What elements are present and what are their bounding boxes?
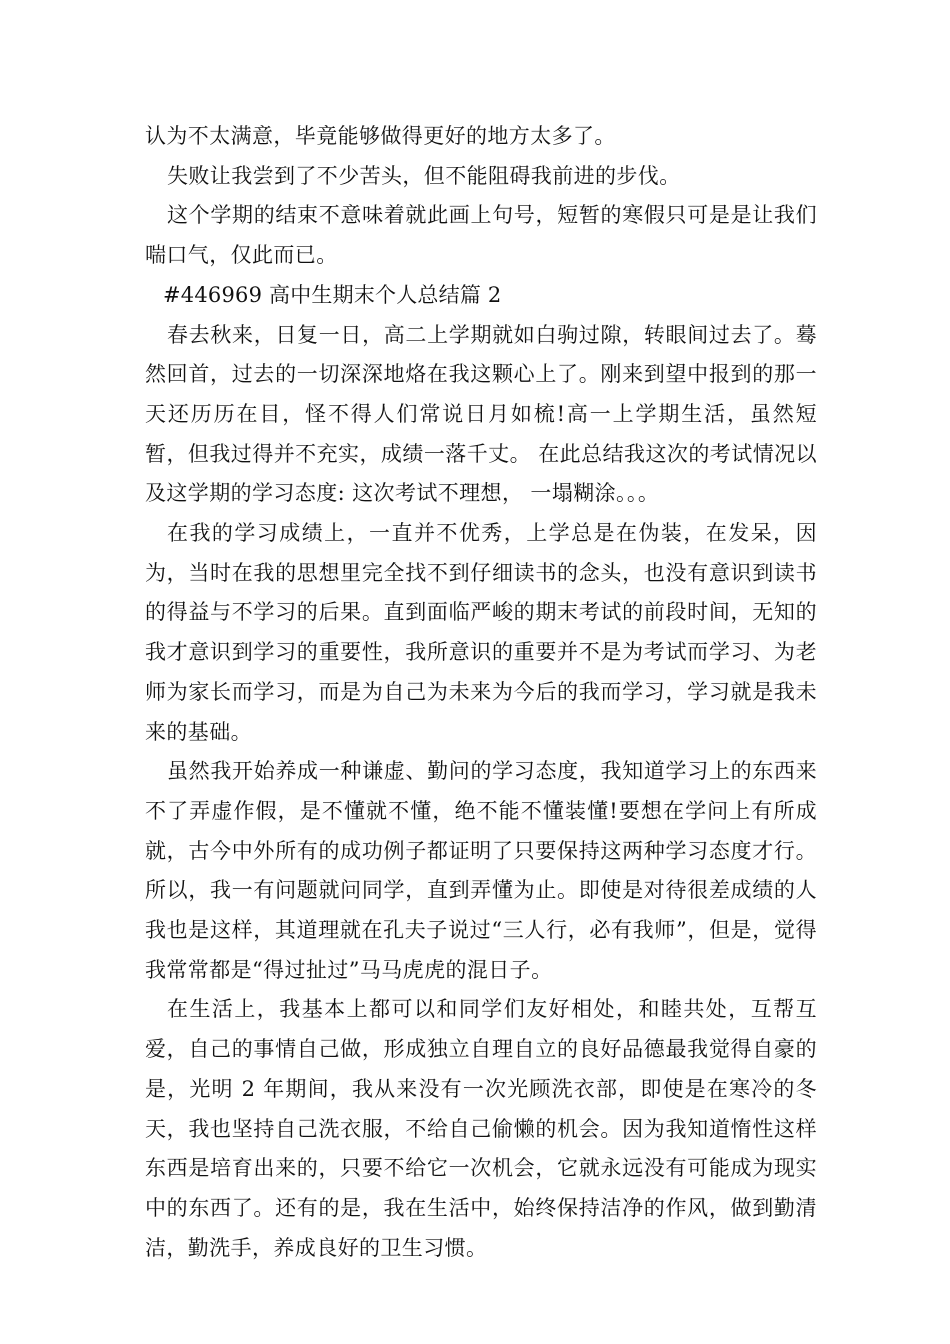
paragraph-semester-end: 这个学期的结束不意味着就此画上句号，短暂的寒假只可是是让我们喘口气，仅此而已。: [145, 203, 817, 268]
paragraph-body-3: 虽然我开始养成一种谦虚、勤问的学习态度，我知道学习上的东西来不了弄虚作假，是不懂就不懂，绝不能不懂装懂!要想在学问上有所成就，古今中外所有的成功例子都证明了只要保持这两种学习态度才行。所以，我一有问题就问同学，直到弄懂为止。即使是对待很差成绩的人我也是这样，其道理就在孔夫子说过“三人行，必有我师”，但是，觉得我常常都是“得过扯过”马马虎虎的混日子。: [145, 759, 817, 982]
paragraph-continuation: 认为不太满意，毕竟能够做得更好的地方太多了。: [145, 124, 616, 148]
paragraph-failure: 失败让我尝到了不少苦头，但不能阻碍我前进的步伐。: [167, 163, 681, 188]
paragraph-body-2: 在我的学习成绩上，一直并不优秀，上学总是在伪装，在发呆，因为，当时在我的思想里完全找不到仔细读书的念头，也没有意识到读书的得益与不学习的后果。直到面临严峻的期末考试的前段时间，无知的我才意识到学习的重要性，我所意识的重要并不是为考试而学习、为老师为家长而学习，而是为自己为未来为今后的我而学习，学习就是我未来的基础。: [145, 521, 817, 744]
paragraph-body-4: 在生活上，我基本上都可以和同学们友好相处，和睦共处，互帮互爱，自己的事情自己做，形成独立自理自立的良好品德最我觉得自豪的是，光明 2 年期间，我从来没有一次光顾洗衣部，即使是在寒冷的冬天，我也坚持自己洗衣服，不给自己偷懒的机会。因为我知道惰性这样东西是培育出来的，只要不给它一次机会，它就永远没有可能成为现实中的东西了。还有的是，我在生活中，始终保持洁净的作风，做到勤清洁，勤洗手，养成良好的卫生习惯。: [145, 997, 817, 1260]
paragraph-body-1: 春去秋来，日复一日，高二上学期就如白驹过隙，转眼间过去了。蓦然回首，过去的一切深深地烙在我这颗心上了。刚来到望中报到的那一天还历历在目，怪不得人们常说日月如梳!高一上学期生活，虽然短暂，但我过得并不充实，成绩一落千丈。 在此总结我这次的考试情况以及这学期的学习态度: 这次考试不理想， 一塌糊涂。。。: [145, 322, 817, 506]
document-content: [145, 117, 817, 1268]
section-heading: #446969 高中生期末个人总结篇 2: [163, 282, 502, 307]
